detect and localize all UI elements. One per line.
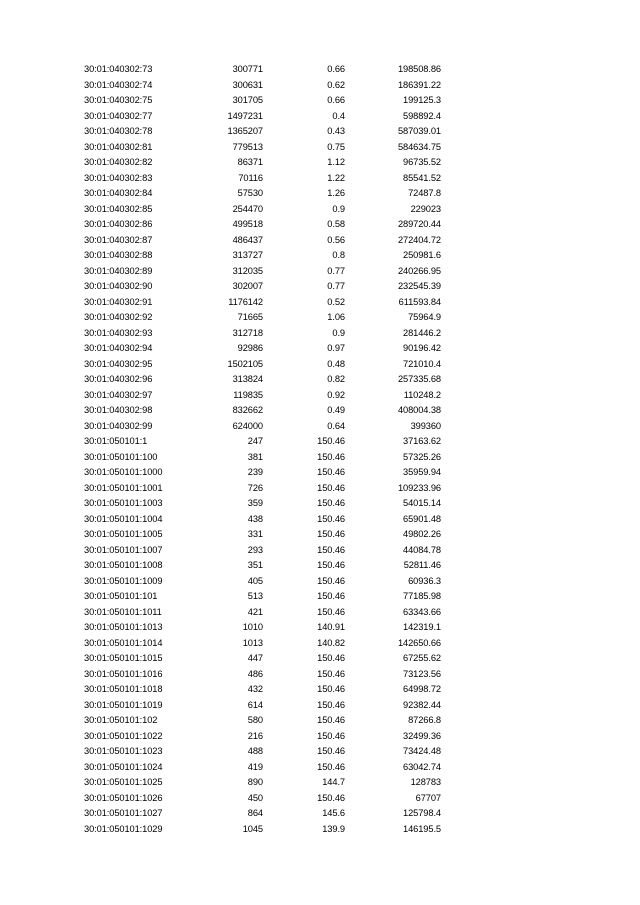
table-row	[0, 295, 640, 311]
value-cell: 611593.84	[398, 296, 441, 307]
value-cell: 96735.52	[403, 157, 441, 167]
value-cell: 272404.72	[397, 234, 441, 245]
rate-cell: 0.56	[327, 234, 345, 245]
cadastral-number-cell: 30:01:040302:83	[84, 172, 153, 183]
cadastral-number-cell: 30:01:050101:100	[84, 451, 158, 462]
cadastral-number-cell: 30:01:050101:1	[84, 436, 148, 446]
cadastral-number-cell: 30:01:040302:92	[84, 312, 153, 322]
table-row	[0, 527, 640, 543]
rate-cell: 0.4	[332, 110, 345, 121]
value-cell: 87266.8	[408, 715, 441, 725]
area-cell: 331	[247, 529, 263, 539]
area-cell: 293	[247, 544, 263, 555]
table-row	[0, 744, 640, 760]
rate-cell: 0.77	[327, 265, 345, 276]
table-row	[0, 403, 640, 419]
area-cell: 864	[247, 808, 263, 818]
table-row	[0, 651, 640, 667]
area-cell: 513	[247, 591, 263, 601]
area-cell: 832662	[232, 405, 263, 415]
cadastral-number-cell: 30:01:040302:74	[84, 79, 153, 90]
rate-cell: 0.58	[327, 219, 345, 229]
area-cell: 580	[247, 715, 263, 725]
table-row	[0, 217, 640, 233]
table-row	[0, 620, 640, 636]
table-row	[0, 775, 640, 791]
rate-cell: 0.66	[327, 95, 345, 105]
area-cell: 614	[247, 699, 263, 710]
rate-cell: 150.46	[317, 684, 345, 694]
table-row	[0, 248, 640, 264]
value-cell: 142650.66	[397, 637, 441, 648]
table-row	[0, 372, 640, 388]
table-row	[0, 310, 640, 326]
cadastral-number-cell: 30:01:040302:87	[84, 234, 153, 245]
area-cell: 450	[247, 792, 263, 803]
area-cell: 419	[247, 761, 263, 772]
cadastral-number-cell: 30:01:050101:1009	[84, 575, 163, 586]
rate-cell: 0.8	[332, 250, 345, 260]
value-cell: 146195.5	[403, 823, 441, 834]
table-row	[0, 171, 640, 187]
value-cell: 289720.44	[397, 219, 441, 229]
value-cell: 109233.96	[397, 482, 441, 493]
value-cell: 77185.98	[403, 591, 441, 601]
value-cell: 44084.78	[403, 544, 441, 555]
table-row	[0, 62, 640, 78]
table-row	[0, 450, 640, 466]
rate-cell: 0.62	[327, 79, 345, 90]
area-cell: 1013	[242, 637, 263, 648]
value-cell: 257335.68	[397, 374, 441, 384]
value-cell: 281446.2	[403, 327, 441, 338]
table-row	[0, 667, 640, 683]
cadastral-number-cell: 30:01:050101:1018	[84, 684, 163, 694]
value-cell: 32499.36	[403, 730, 441, 741]
rate-cell: 150.46	[317, 513, 345, 524]
cadastral-number-cell: 30:01:040302:84	[84, 188, 153, 198]
value-cell: 85541.52	[403, 172, 441, 183]
rate-cell: 0.66	[327, 64, 345, 74]
value-cell: 584634.75	[397, 141, 441, 152]
area-cell: 486	[247, 668, 263, 679]
cadastral-number-cell: 30:01:050101:1027	[84, 808, 163, 818]
rate-cell: 0.75	[327, 141, 345, 152]
value-cell: 399360	[410, 420, 441, 431]
value-cell: 125798.4	[403, 808, 441, 818]
cadastral-number-cell: 30:01:050101:1024	[84, 761, 163, 772]
cadastral-number-cell: 30:01:040302:75	[84, 95, 153, 105]
rate-cell: 1.26	[327, 188, 345, 198]
value-cell: 408004.38	[397, 405, 441, 415]
table-row	[0, 124, 640, 140]
table-row	[0, 543, 640, 559]
cadastral-number-cell: 30:01:050101:1001	[84, 482, 163, 493]
rate-cell: 1.22	[327, 172, 345, 183]
rate-cell: 0.82	[327, 374, 345, 384]
area-cell: 1365207	[227, 126, 263, 136]
rate-cell: 150.46	[317, 653, 345, 663]
value-cell: 198508.86	[397, 64, 441, 74]
value-cell: 57325.26	[403, 451, 441, 462]
table-row	[0, 481, 640, 497]
cadastral-number-cell: 30:01:050101:1013	[84, 622, 163, 632]
rate-cell: 150.46	[317, 575, 345, 586]
cadastral-number-cell: 30:01:040302:86	[84, 219, 153, 229]
area-cell: 301705	[232, 95, 263, 105]
value-cell: 60936.3	[408, 575, 441, 586]
table-row	[0, 326, 640, 342]
rate-cell: 150.46	[317, 699, 345, 710]
rate-cell: 140.91	[317, 622, 345, 632]
value-cell: 229023	[410, 203, 441, 214]
rate-cell: 150.46	[317, 792, 345, 803]
area-cell: 1176142	[228, 296, 263, 307]
value-cell: 73123.56	[403, 668, 441, 679]
rate-cell: 0.97	[327, 343, 345, 353]
area-cell: 254470	[232, 203, 263, 214]
table-row	[0, 202, 640, 218]
value-cell: 199125.3	[403, 95, 441, 105]
rate-cell: 150.46	[317, 591, 345, 601]
table-row	[0, 93, 640, 109]
table-row	[0, 388, 640, 404]
rate-cell: 0.9	[332, 203, 345, 214]
rate-cell: 150.46	[317, 482, 345, 493]
value-cell: 250981.6	[403, 250, 441, 260]
table-row	[0, 341, 640, 357]
rate-cell: 144.7	[322, 777, 345, 787]
area-cell: 488	[247, 746, 263, 756]
cadastral-number-cell: 30:01:050101:102	[84, 715, 158, 725]
value-cell: 142319.1	[403, 622, 441, 632]
area-cell: 890	[247, 777, 263, 787]
value-cell: 52811.46	[403, 560, 441, 570]
area-cell: 1010	[242, 622, 263, 632]
rate-cell: 0.43	[327, 126, 345, 136]
value-cell: 49802.26	[403, 529, 441, 539]
area-cell: 239	[247, 467, 263, 477]
value-cell: 75964.9	[408, 312, 441, 322]
cadastral-number-cell: 30:01:050101:1019	[84, 699, 163, 710]
table-row	[0, 729, 640, 745]
rate-cell: 1.12	[327, 157, 345, 167]
area-cell: 119835	[233, 389, 263, 400]
cadastral-number-cell: 30:01:050101:101	[84, 591, 158, 601]
cadastral-number-cell: 30:01:040302:77	[84, 110, 153, 121]
area-cell: 624000	[232, 420, 263, 431]
area-cell: 359	[247, 498, 263, 508]
rate-cell: 150.46	[317, 715, 345, 725]
table-row	[0, 357, 640, 373]
area-cell: 1045	[242, 823, 263, 834]
value-cell: 128783	[410, 777, 441, 787]
rate-cell: 150.46	[317, 544, 345, 555]
cadastral-number-cell: 30:01:040302:91	[84, 296, 153, 307]
value-cell: 67255.62	[403, 653, 441, 663]
rate-cell: 140.82	[317, 637, 345, 648]
cadastral-number-cell: 30:01:050101:1014	[84, 637, 163, 648]
area-cell: 1502105	[227, 358, 263, 369]
rate-cell: 150.46	[317, 730, 345, 741]
rate-cell: 0.9	[332, 327, 345, 338]
rate-cell: 150.46	[317, 761, 345, 772]
area-cell: 438	[247, 513, 263, 524]
value-cell: 67707	[415, 792, 441, 803]
value-cell: 37163.62	[403, 436, 441, 446]
cadastral-number-cell: 30:01:040302:96	[84, 374, 153, 384]
table-row	[0, 434, 640, 450]
area-cell: 381	[247, 451, 263, 462]
cadastral-number-cell: 30:01:050101:1015	[84, 653, 163, 663]
rate-cell: 150.46	[317, 746, 345, 756]
rate-cell: 150.46	[317, 451, 345, 462]
rate-cell: 0.48	[327, 358, 345, 369]
area-cell: 447	[247, 653, 263, 663]
rate-cell: 150.46	[317, 498, 345, 508]
area-cell: 726	[247, 482, 263, 493]
table-row	[0, 806, 640, 822]
rate-cell: 0.77	[327, 281, 345, 291]
rate-cell: 150.46	[317, 560, 345, 570]
table-row	[0, 558, 640, 574]
cadastral-number-cell: 30:01:050101:1000	[84, 467, 163, 477]
value-cell: 232545.39	[397, 281, 441, 291]
area-cell: 405	[247, 575, 263, 586]
rate-cell: 0.52	[327, 296, 345, 307]
area-cell: 421	[247, 606, 263, 617]
value-cell: 587039.01	[397, 126, 441, 136]
cadastral-number-cell: 30:01:040302:94	[84, 343, 153, 353]
cadastral-number-cell: 30:01:040302:90	[84, 281, 153, 291]
cadastral-number-cell: 30:01:050101:1029	[84, 823, 163, 834]
cadastral-number-cell: 30:01:040302:98	[84, 405, 153, 415]
value-cell: 90196.42	[403, 343, 441, 353]
cadastral-number-cell: 30:01:040302:97	[84, 389, 153, 400]
rate-cell: 150.46	[317, 529, 345, 539]
table-row	[0, 264, 640, 280]
value-cell: 721010.4	[403, 358, 441, 369]
area-cell: 312718	[232, 327, 263, 338]
table-row	[0, 233, 640, 249]
rate-cell: 150.46	[317, 467, 345, 477]
area-cell: 300771	[232, 64, 263, 74]
rate-cell: 0.92	[327, 389, 345, 400]
area-cell: 247	[247, 436, 263, 446]
table-row	[0, 78, 640, 94]
area-cell: 351	[247, 560, 263, 570]
table-row	[0, 512, 640, 528]
table-row	[0, 822, 640, 838]
table-row	[0, 155, 640, 171]
area-cell: 216	[247, 730, 263, 741]
cadastral-number-cell: 30:01:050101:1011	[84, 606, 162, 617]
value-cell: 63343.66	[403, 606, 441, 617]
cadastral-number-cell: 30:01:040302:82	[84, 157, 153, 167]
table-row	[0, 279, 640, 295]
cadastral-number-cell: 30:01:040302:78	[84, 126, 153, 136]
table-row	[0, 109, 640, 125]
rate-cell: 0.64	[327, 420, 345, 431]
table-row	[0, 465, 640, 481]
cadastral-number-cell: 30:01:050101:1016	[84, 668, 163, 679]
data-table	[0, 62, 640, 837]
cadastral-number-cell: 30:01:050101:1026	[84, 792, 163, 803]
value-cell: 54015.14	[403, 498, 441, 508]
value-cell: 240266.95	[397, 265, 441, 276]
value-cell: 92382.44	[403, 699, 441, 710]
cadastral-number-cell: 30:01:050101:1007	[84, 544, 163, 555]
cadastral-number-cell: 30:01:040302:81	[84, 141, 153, 152]
cadastral-number-cell: 30:01:050101:1023	[84, 746, 163, 756]
table-row	[0, 698, 640, 714]
table-row	[0, 186, 640, 202]
cadastral-number-cell: 30:01:040302:73	[84, 64, 153, 74]
value-cell: 110248.2	[403, 389, 441, 400]
cadastral-number-cell: 30:01:040302:93	[84, 327, 153, 338]
table-row	[0, 419, 640, 435]
area-cell: 300631	[232, 79, 263, 90]
rate-cell: 150.46	[317, 436, 345, 446]
area-cell: 312035	[232, 265, 263, 276]
value-cell: 65901.48	[403, 513, 441, 524]
area-cell: 302007	[232, 281, 263, 291]
rate-cell: 145.6	[322, 808, 345, 818]
cadastral-number-cell: 30:01:050101:1003	[84, 498, 163, 508]
cadastral-number-cell: 30:01:050101:1025	[84, 777, 163, 787]
value-cell: 73424.48	[403, 746, 441, 756]
area-cell: 779513	[232, 141, 263, 152]
area-cell: 313824	[232, 374, 263, 384]
table-row	[0, 140, 640, 156]
value-cell: 72487.8	[408, 188, 441, 198]
table-row	[0, 574, 640, 590]
area-cell: 432	[247, 684, 263, 694]
rate-cell: 139.9	[322, 823, 345, 834]
table-row	[0, 682, 640, 698]
cadastral-number-cell: 30:01:050101:1005	[84, 529, 163, 539]
table-row	[0, 589, 640, 605]
area-cell: 70116	[238, 172, 263, 183]
area-cell: 1497231	[227, 110, 263, 121]
cadastral-number-cell: 30:01:040302:99	[84, 420, 153, 431]
value-cell: 35959.94	[403, 467, 441, 477]
cadastral-number-cell: 30:01:050101:1022	[84, 730, 163, 741]
cadastral-number-cell: 30:01:040302:88	[84, 250, 153, 260]
rate-cell: 0.49	[327, 405, 345, 415]
rate-cell: 1.06	[327, 312, 345, 322]
cadastral-number-cell: 30:01:040302:95	[84, 358, 153, 369]
cadastral-number-cell: 30:01:050101:1008	[84, 560, 163, 570]
table-row	[0, 791, 640, 807]
table-row	[0, 605, 640, 621]
area-cell: 92986	[237, 343, 263, 353]
cadastral-number-cell: 30:01:050101:1004	[84, 513, 163, 524]
table-row	[0, 760, 640, 776]
value-cell: 64998.72	[403, 684, 441, 694]
value-cell: 63042.74	[403, 761, 441, 772]
area-cell: 313727	[232, 250, 263, 260]
area-cell: 71665	[237, 312, 263, 322]
cadastral-number-cell: 30:01:040302:85	[84, 203, 153, 214]
area-cell: 486437	[232, 234, 263, 245]
area-cell: 57530	[237, 188, 263, 198]
rate-cell: 150.46	[317, 606, 345, 617]
table-row	[0, 636, 640, 652]
value-cell: 186391.22	[397, 79, 441, 90]
area-cell: 499518	[232, 219, 263, 229]
cadastral-number-cell: 30:01:040302:89	[84, 265, 153, 276]
table-row	[0, 713, 640, 729]
rate-cell: 150.46	[317, 668, 345, 679]
area-cell: 86371	[237, 157, 263, 167]
table-row	[0, 496, 640, 512]
value-cell: 598892.4	[403, 110, 441, 121]
